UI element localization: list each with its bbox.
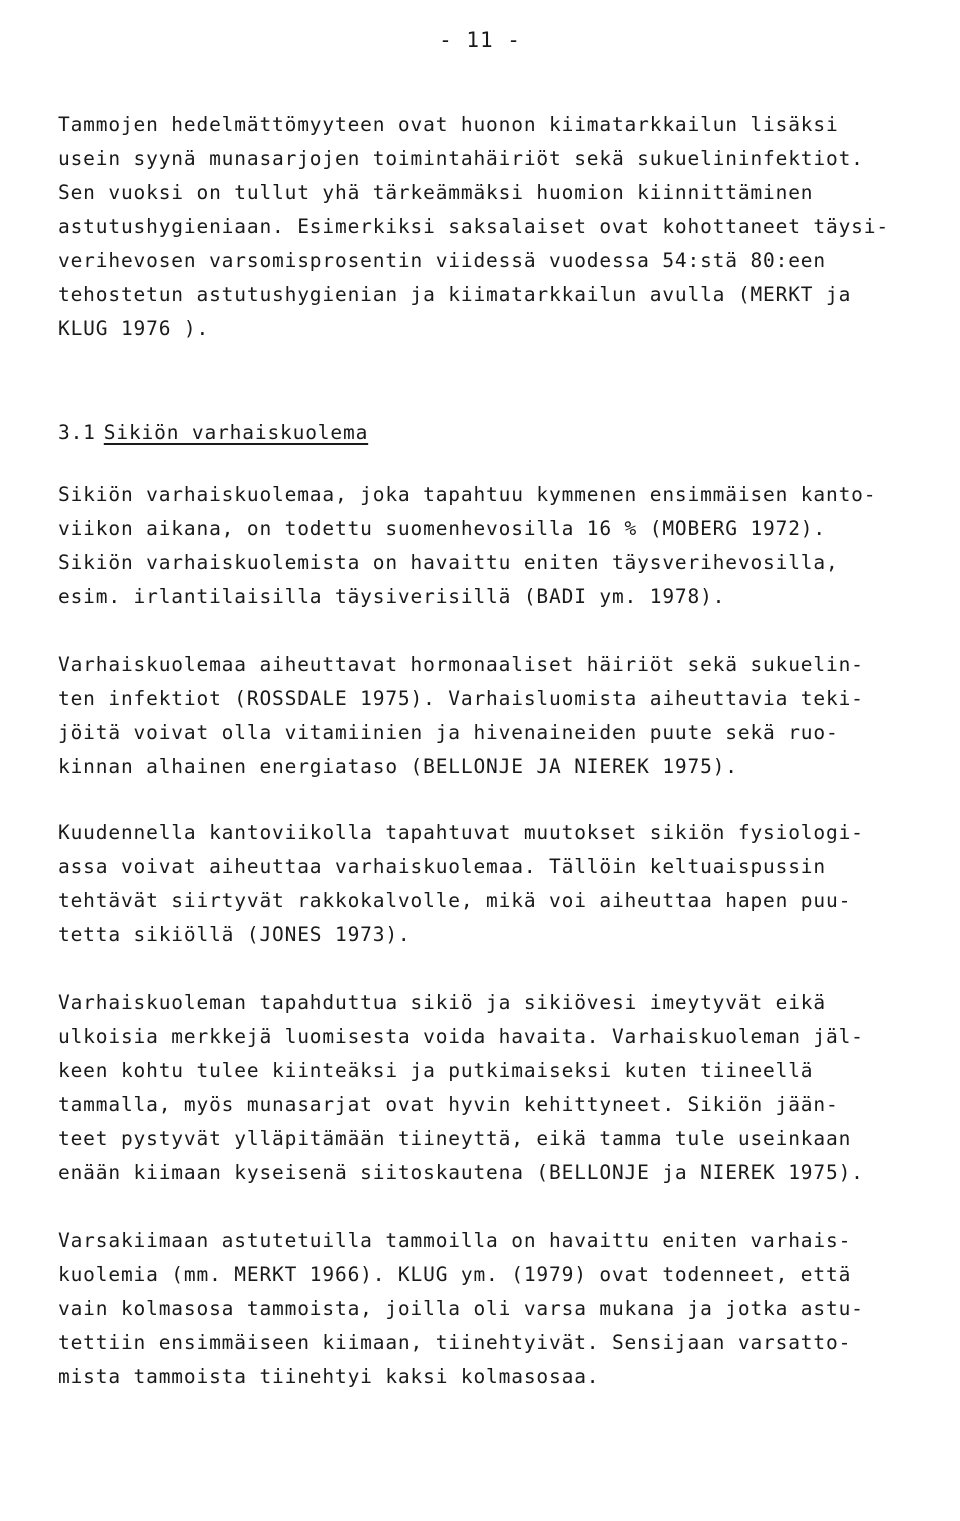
- section-title: Sikiön varhaiskuolema: [103, 421, 369, 444]
- paragraph-1-line-3: Sen vuoksi on tullut yhä tärkeämmäksi huomion kiinnittäminen: [58, 181, 814, 204]
- paragraph-1-line-1: Tammojen hedelmättömyyteen ovat huonon kiimatarkkailun lisäksi: [58, 113, 839, 136]
- paragraph-3-line-4: kinnan alhainen energiataso (BELLONJE JA NIEREK 1975).: [58, 755, 738, 778]
- paragraph-5-line-4: tammalla, myös munasarjat ovat hyvin kehittyneet. Sikiön jään-: [58, 1093, 839, 1116]
- paragraph-6-line-1: Varsakiimaan astutetuilla tammoilla on havaittu eniten varhais-: [58, 1229, 852, 1252]
- paragraph-5-line-1: Varhaiskuoleman tapahduttua sikiö ja sikiövesi imeytyvät eikä: [58, 991, 826, 1014]
- paragraph-4-line-1: Kuudennella kantoviikolla tapahtuvat muutokset sikiön fysiologi-: [58, 821, 864, 844]
- paragraph-2-line-1: Sikiön varhaiskuolemaa, joka tapahtuu kymmenen ensimmäisen kanto-: [58, 483, 877, 506]
- paragraph-6-line-4: tettiin ensimmäiseen kiimaan, tiinehtyivät. Sensijaan varsatto-: [58, 1331, 852, 1354]
- paragraph-4-line-4: tetta sikiöllä (JONES 1973).: [58, 923, 411, 946]
- paragraph-6-line-2: kuolemia (mm. MERKT 1966). KLUG ym. (1979) ovat todenneet, että: [58, 1263, 852, 1286]
- paragraph-4-line-3: tehtävät siirtyvät rakkokalvolle, mikä voi aiheuttaa hapen puu-: [58, 889, 852, 912]
- paragraph-5-line-2: ulkoisia merkkejä luomisesta voida havaita. Varhaiskuoleman jäl-: [58, 1025, 864, 1048]
- paragraph-1-line-7: KLUG 1976 ).: [58, 317, 210, 340]
- paragraph-5-line-6: enään kiimaan kyseisenä siitoskautena (BELLONJE ja NIEREK 1975).: [58, 1161, 864, 1184]
- paragraph-5-line-3: keen kohtu tulee kiinteäksi ja putkimaiseksi kuten tiineellä: [58, 1059, 814, 1082]
- paragraph-1-line-4: astutushygieniaan. Esimerkiksi saksalaiset ovat kohottaneet täysi-: [58, 215, 889, 238]
- page-number: - 11 -: [439, 28, 521, 52]
- paragraph-4-line-2: assa voivat aiheuttaa varhaiskuolemaa. Tällöin keltuaispussin: [58, 855, 826, 878]
- paragraph-5-line-5: teet pystyvät ylläpitämään tiineyttä, eikä tamma tule useinkaan: [58, 1127, 852, 1150]
- paragraph-6-line-5: mista tammoista tiinehtyi kaksi kolmasosaa.: [58, 1365, 600, 1388]
- paragraph-3-line-1: Varhaiskuolemaa aiheuttavat hormonaaliset häiriöt sekä sukuelin-: [58, 653, 864, 676]
- paragraph-1-line-2: usein syynä munasarjojen toimintahäiriöt sekä sukuelininfektiot.: [58, 147, 864, 170]
- paragraph-6-line-3: vain kolmasosa tammoista, joilla oli varsa mukana ja jotka astu-: [58, 1297, 864, 1320]
- section-number: 3.1: [58, 421, 96, 444]
- paragraph-1-line-5: verihevosen varsomisprosentin viidessä vuodessa 54:stä 80:een: [58, 249, 826, 272]
- section-heading: [58, 418, 368, 448]
- paragraph-3-line-2: ten infektiot (ROSSDALE 1975). Varhaisluomista aiheuttavia teki-: [58, 687, 864, 710]
- paragraph-3-line-3: jöitä voivat olla vitamiinien ja hivenaineiden puute sekä ruo-: [58, 721, 839, 744]
- paragraph-1-line-6: tehostetun astutushygienian ja kiimatarkkailun avulla (MERKT ja: [58, 283, 852, 306]
- paragraph-2-line-2: viikon aikana, on todettu suomenhevosilla 16 % (MOBERG 1972).: [58, 517, 826, 540]
- paragraph-2-line-3: Sikiön varhaiskuolemista on havaittu eniten täysverihevosilla,: [58, 551, 839, 574]
- paragraph-2-line-4: esim. irlantilaisilla täysiverisillä (BADI ym. 1978).: [58, 585, 726, 608]
